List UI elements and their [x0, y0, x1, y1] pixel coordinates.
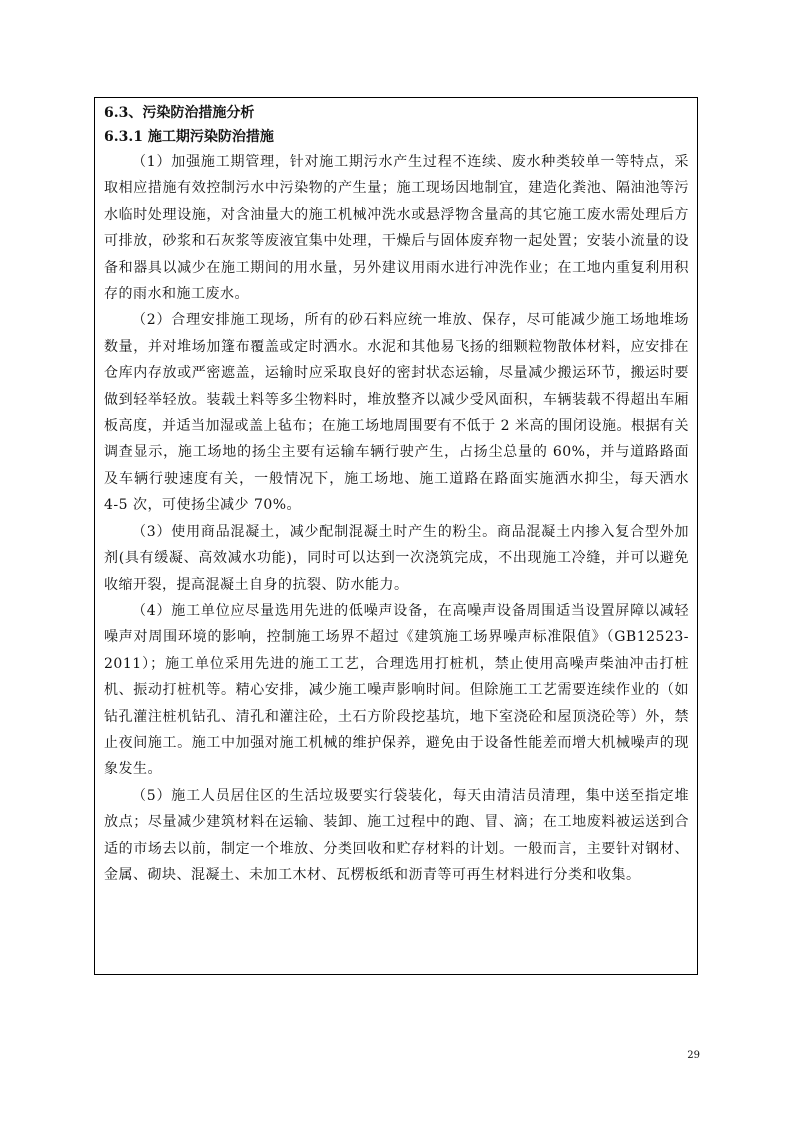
paragraph-5: （5）施工人员居住区的生活垃圾要实行袋装化，每天由清洁员清理，集中送至指定堆放点；尽量减少建筑材料在运输、装卸、施工过程中的跑、冒、滴；在工地废料被运送到合适的市场去以前，制定一个堆放、分类回收和贮存材料的计划。一般而言，主要针对钢材、金属、砌块、混凝土、未加工木材、瓦楞板纸和沥青等可再生材料进行分类和收集。 — [104, 787, 689, 883]
paragraph-2: （2）合理安排施工现场，所有的砂石料应统一堆放、保存，尽可能减少施工场地堆场数量，并对堆场加篷布覆盖或定时洒水。水泥和其他易飞扬的细颗粒物散体材料，应安排在仓库内存放或严密遮盖，运输时应采取良好的密封状态运输，尽量减少搬运环节，搬运时要做到轻举轻放。装载土料等多尘物料时，堆放整齐以减少受风面积，车辆装载不得超出车厢板高度，并适当加湿或盖上毡布；在施工场地周围要有不低于 2 米高的围闭设施。根据有关调查显示，施工场地的扬尘主要有运输车辆行驶产生，占扬尘总量的 60%，并与道路路面及车辆行驶速度有关，一般情况下，施工场地、施工道路在路面实施洒水抑尘，每天洒水 4-5 次，可使扬尘减少 70%。 — [104, 312, 689, 514]
content-box — [94, 97, 698, 975]
paragraph-4: （4）施工单位应尽量选用先进的低噪声设备，在高噪声设备周围适当设置屏障以减轻噪声对周围环境的影响，控制施工场界不超过《建筑施工场界噪声标准限值》（GB12523-2011）；施工单位采用先进的施工工艺，合理选用打桩机，禁止使用高噪声柴油冲击打桩机、振动打桩机等。精心安排，减少施工噪声影响时间。但除施工工艺需要连续作业的（如钻孔灌注桩机钻孔、清孔和灌注砼，土石方阶段挖基坑，地下室浇砼和屋顶浇砼等）外，禁止夜间施工。施工中加强对施工机械的维护保养，避免由于设备性能差而增大机械噪声的现象发生。 — [104, 602, 689, 778]
page-number: 29 — [687, 1050, 700, 1061]
subsection-heading: 6.3.1 施工期污染防治措施 — [104, 129, 274, 145]
section-heading: 6.3、污染防治措施分析 — [104, 105, 255, 121]
paragraph-1: （1）加强施工期管理，针对施工期污水产生过程不连续、废水种类较单一等特点，采取相应措施有效控制污水中污染物的产生量；施工现场因地制宜，建造化粪池、隔油池等污水临时处理设施，对含油量大的施工机械冲洗水或悬浮物含量高的其它施工废水需处理后方可排放，砂浆和石灰浆等废液宜集中处理，干燥后与固体废弃物一起处置；安装小流量的设备和器具以减少在施工期间的用水量，另外建议用雨水进行冲洗作业；在工地内重复利用积存的雨水和施工废水。 — [104, 154, 689, 303]
paragraph-3: （3）使用商品混凝土，减少配制混凝土时产生的粉尘。商品混凝土内掺入复合型外加剂(具有缓凝、高效减水功能)，同时可以达到一次浇筑完成，不出现施工冷缝，并可以避免收缩开裂，提高混凝土自身的抗裂、防水能力。 — [104, 523, 689, 593]
